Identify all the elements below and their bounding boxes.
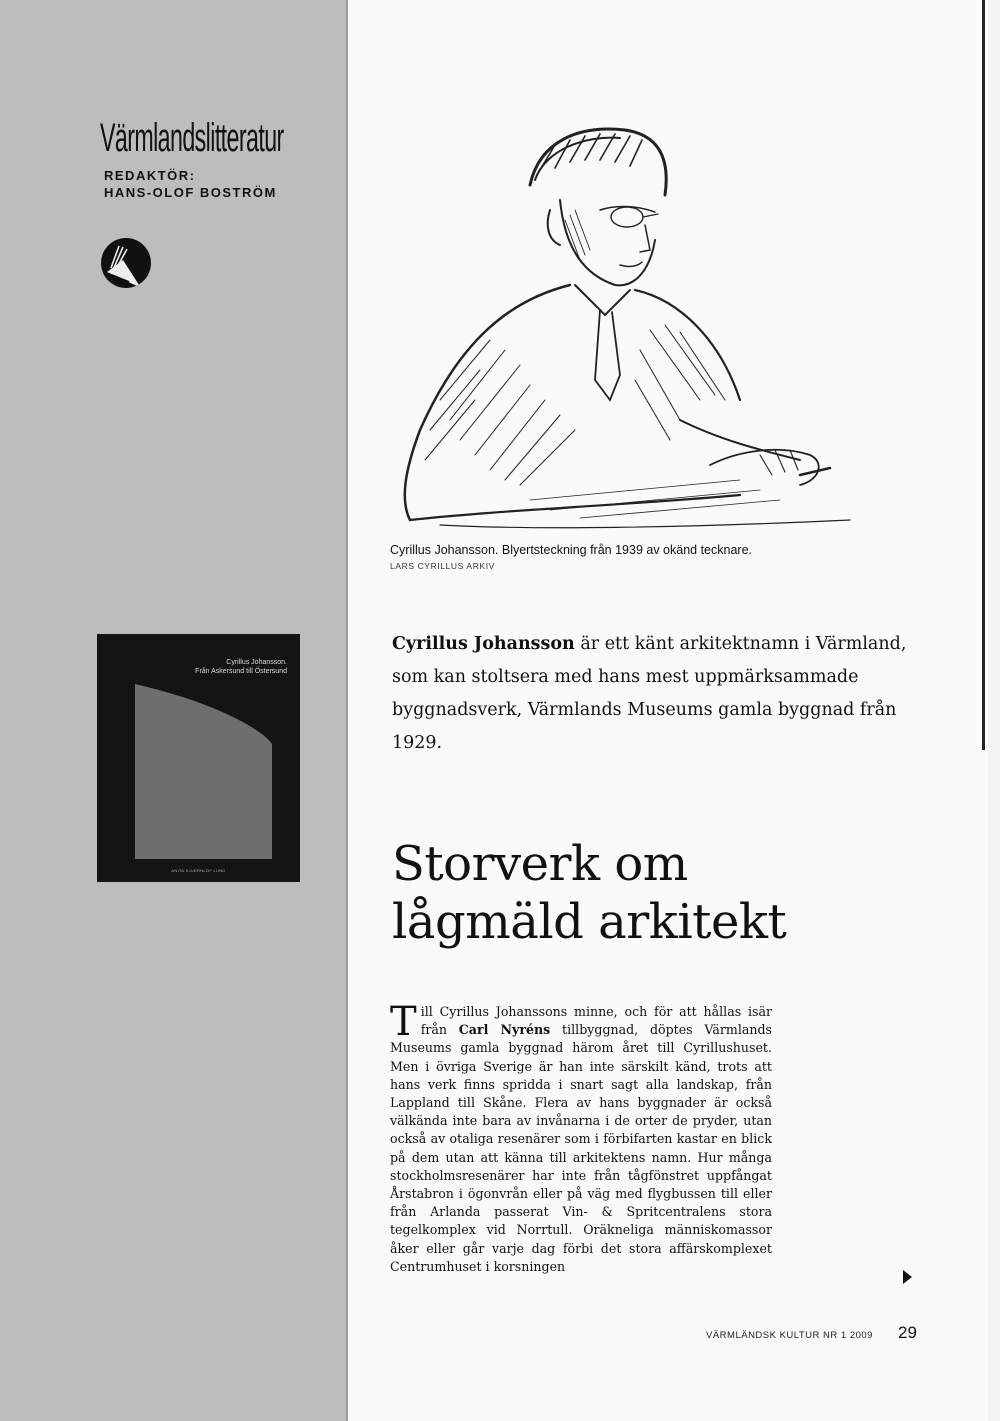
article-headline: [392, 835, 952, 951]
book-title-line2: Från Askersund till Östersund: [195, 668, 287, 675]
editor-label: REDAKTÖR:: [104, 168, 196, 183]
lead-bold-name: Cyrillus Johansson: [392, 634, 575, 654]
lead-text: är ett känt arkitektnamn i Värmland, som kan stoltsera med hans mest uppmärksammade byggnadsverk, Värmlands Museums gamla byggnad från 1929.: [392, 634, 907, 753]
book-cover: [97, 634, 300, 882]
body-text-part2: tillbyggnad, döptes Värmlands Museums gamla byggnad härom året till Cyrillushuset. Men i övriga Sverige är han inte särskilt känd, trots att hans verk finns spridda i snart sagt alla landskap, från Lappland till Skåne. Flera av hans byggnader är också välkända inte bara av invånarna i de orter de pryder, utan också av otaliga resenärer som i förbifarten kastar en blick på dem utan att känna till arkitektens namn. Hur många stockholmsresenärer har inte från tågfönstret uppfångat Årstabron i ögonvrån eller på väg med flygbussen till eller från Arlanda passerat Vin- & Spritcentralens stora tegelkomplex vid Norrtull. Oräkneliga människomassor åker eller går varje dag förbi det stora affärskomplexet Centrumhuset i korsningen: [390, 1022, 773, 1274]
body-paragraph: [390, 999, 773, 1276]
headline-line2: lågmäld arkitekt: [392, 894, 787, 950]
illustration-caption: Cyrillus Johansson. Blyertsteckning från 1939 av okänd tecknare.: [390, 543, 752, 557]
footer-publication: VÄRMLÄNDSK KULTUR NR 1 2009: [706, 1330, 873, 1341]
continue-arrow-icon: [903, 1270, 912, 1284]
body-bold-name: Carl Nyréns: [458, 1022, 551, 1038]
body-text-part1: ill Cyrillus Johanssons minne, och för att hållas isär från: [420, 1004, 772, 1038]
illustration-credit: LARS CYRILLUS ARKIV: [390, 561, 495, 571]
lead-paragraph: [392, 628, 932, 760]
book-cover-author: ANITA SJUERNLÖF LUND: [171, 868, 226, 873]
book-title-line1: Cyrillus Johansson.: [226, 659, 287, 666]
book-cover-art: [97, 634, 300, 882]
section-title: Värmlandslitteratur: [100, 116, 284, 160]
headline-line1: Storverk om: [392, 836, 688, 892]
portrait-sketch: [380, 100, 860, 540]
editor-name: HANS-OLOF BOSTRÖM: [104, 185, 277, 200]
page-edge-line: [982, 0, 985, 750]
page-number: 29: [898, 1323, 917, 1342]
drop-cap: T: [390, 999, 417, 1045]
book-logo-icon: [101, 238, 151, 288]
